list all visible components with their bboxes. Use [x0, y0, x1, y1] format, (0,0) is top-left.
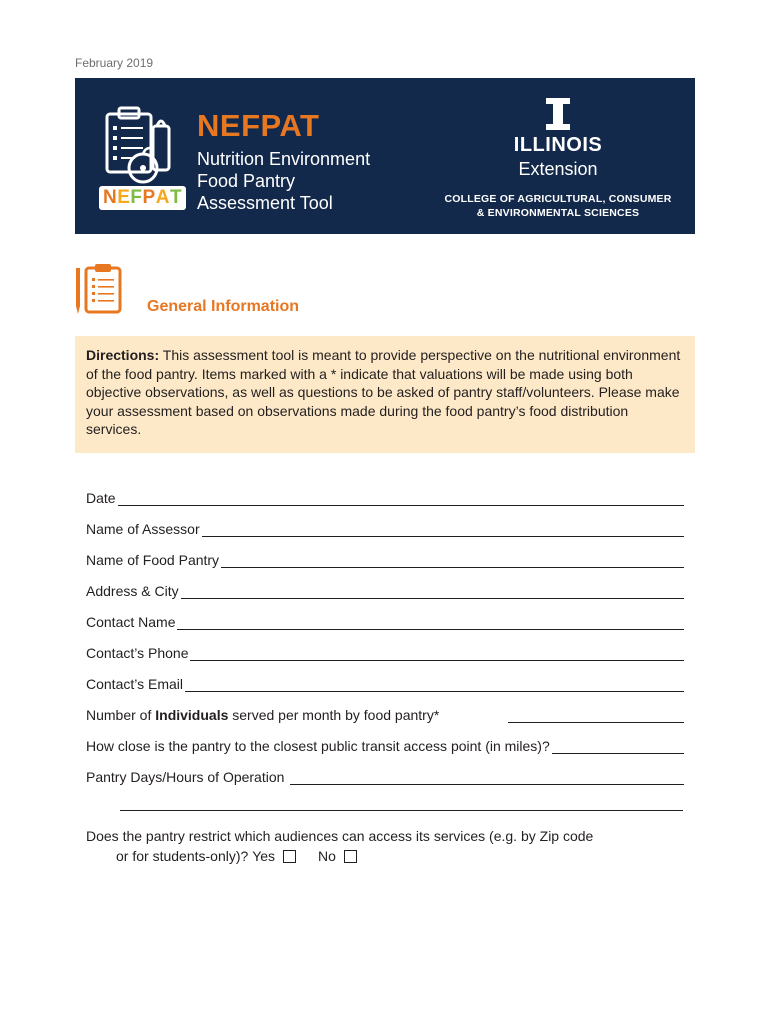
logo-letter: F	[130, 187, 143, 208]
field-label: Name of Food Pantry	[86, 552, 220, 568]
subtitle-line: Nutrition Environment	[197, 149, 371, 169]
logo-letter: P	[142, 187, 156, 208]
document-date: February 2019	[75, 56, 154, 70]
logo-letter: N	[103, 187, 118, 208]
field-label: Contact Name	[86, 614, 176, 630]
address-input-line[interactable]	[181, 584, 684, 599]
college-name-line: & ENVIRONMENTAL SCIENCES	[476, 207, 640, 219]
transit-input-line[interactable]	[552, 739, 684, 754]
tool-title: NEFPAT	[197, 108, 320, 143]
contact-phone-input-line[interactable]	[190, 646, 684, 661]
transit-distance-field[interactable]	[86, 734, 684, 754]
directions-label: Directions:	[86, 347, 160, 363]
contact-name-input-line[interactable]	[177, 615, 684, 630]
date-field[interactable]	[86, 486, 684, 506]
address-city-field[interactable]	[86, 579, 684, 599]
date-input-line[interactable]	[118, 491, 684, 506]
field-label: Address & City	[86, 583, 179, 599]
directions-text: This assessment tool is meant to provide perspective on the nutritional environment of the food pantry. Items marked with a * indicate that valuations will be made using both objective observations, as well as questions to be asked of pantry staff/volunteers. Please make your assessment based on observations made during the food pantry’s food distribution services.	[86, 347, 681, 438]
hours-continuation-line[interactable]	[120, 810, 683, 811]
nefpat-logo-text	[99, 186, 186, 210]
no-label: No	[318, 848, 336, 864]
yes-label: Yes	[252, 848, 276, 864]
food-pantry-name-field[interactable]	[86, 548, 684, 568]
contact-name-field[interactable]	[86, 610, 684, 630]
contact-email-field[interactable]	[86, 672, 684, 692]
yes-checkbox[interactable]	[283, 850, 296, 863]
hours-input-line[interactable]	[290, 770, 684, 785]
field-label: Date	[86, 490, 116, 506]
block-i-icon	[546, 98, 570, 130]
field-label: Pantry Days/Hours of Operation	[86, 769, 285, 785]
assessor-input-line[interactable]	[202, 522, 684, 537]
clipboard-icon	[74, 262, 126, 316]
college-name-line: COLLEGE OF AGRICULTURAL, CONSUMER	[444, 193, 672, 205]
logo-letter: E	[117, 187, 131, 208]
restrict-audience-question	[86, 826, 686, 866]
contact-email-input-line[interactable]	[185, 677, 684, 692]
field-label: How close is the pantry to the closest public transit access point (in miles)?	[86, 738, 550, 754]
field-label-prefix: Number of	[86, 707, 156, 723]
unit-name: Extension	[518, 159, 598, 179]
section-heading: General Information	[147, 298, 300, 315]
individuals-served-field[interactable]	[86, 703, 684, 723]
field-label-bold: Individuals	[155, 707, 229, 723]
field-label: Contact’s Email	[86, 676, 184, 692]
logo-letter: T	[169, 187, 183, 208]
food-pantry-input-line[interactable]	[221, 553, 684, 568]
logo-letter: A	[155, 187, 170, 208]
illinois-extension-logo	[443, 98, 673, 220]
field-label-suffix: served per month by food pantry*	[228, 707, 440, 723]
subtitle-line: Assessment Tool	[197, 193, 333, 213]
directions-box	[75, 336, 695, 453]
field-label: Contact’s Phone	[86, 645, 189, 661]
no-checkbox[interactable]	[344, 850, 357, 863]
question-text: or for students-only)?	[116, 848, 249, 864]
operating-hours-field[interactable]	[86, 765, 684, 785]
contact-phone-field[interactable]	[86, 641, 684, 661]
question-text: Does the pantry restrict which audiences can access its services (e.g. by Zip code	[86, 828, 594, 844]
header-banner	[75, 78, 695, 234]
assessor-field[interactable]	[86, 517, 684, 537]
institution-name: ILLINOIS	[513, 134, 603, 156]
subtitle-line: Food Pantry	[197, 171, 296, 191]
field-label	[86, 707, 439, 723]
individuals-input-line[interactable]	[508, 708, 684, 723]
field-label: Name of Assessor	[86, 521, 200, 537]
